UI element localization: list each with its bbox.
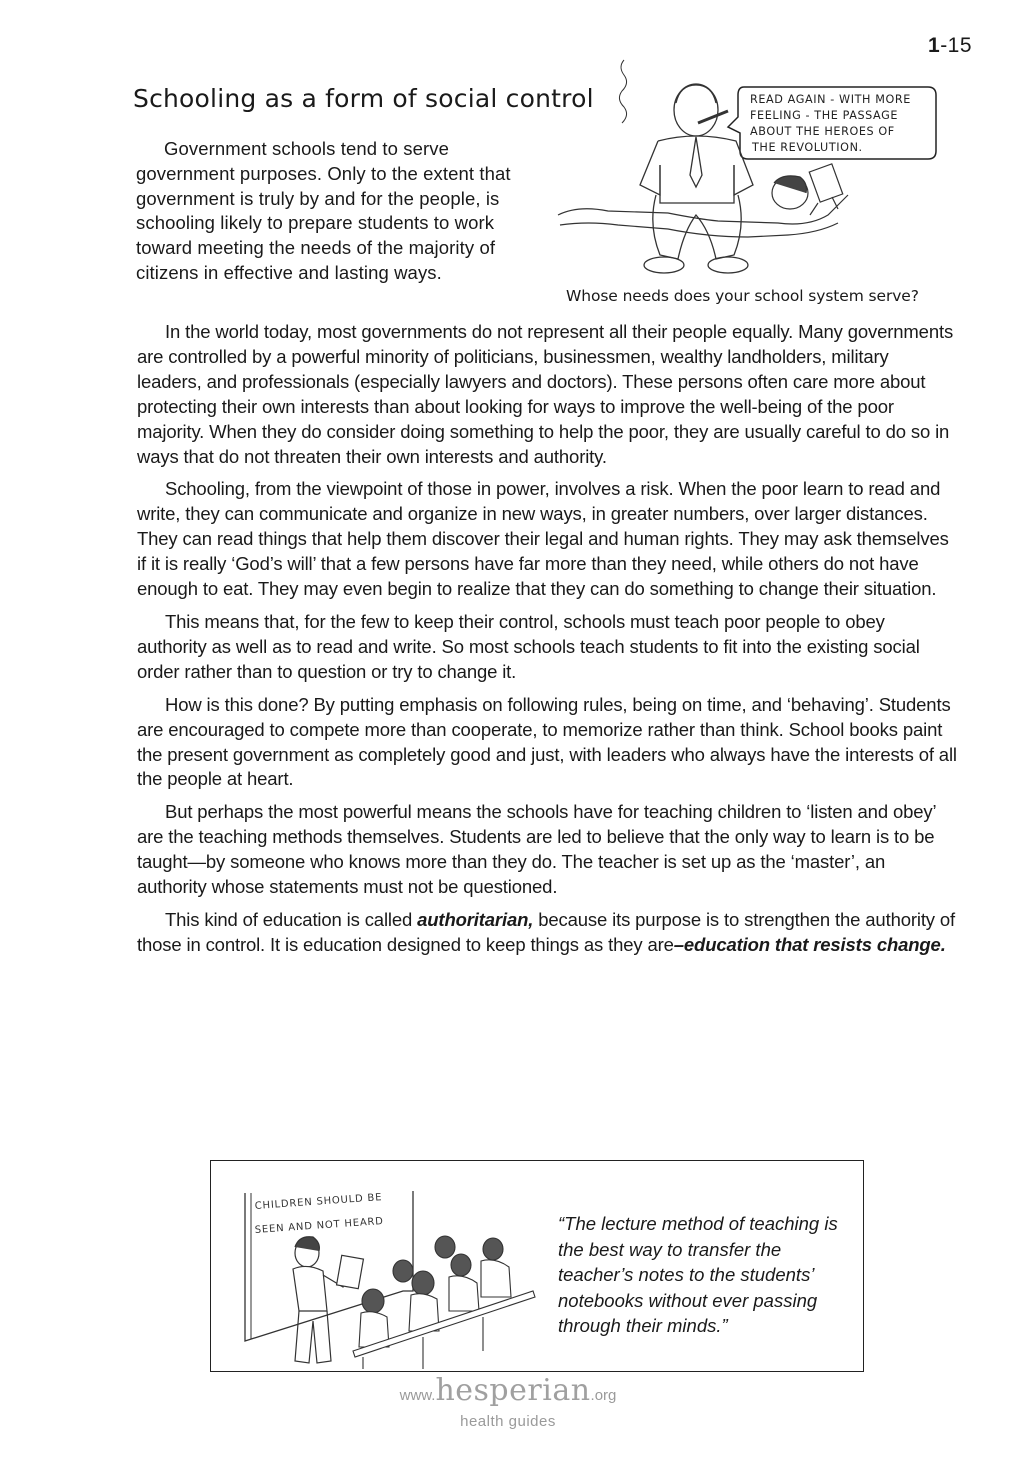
paragraph: How is this done? By putting emphasis on following rules, being on time, and ‘behaving’. Students are encouraged to compete more than cooperate, to memorize rather than think. School books paint the present government as completely good and just, with leaders who always have the interests of all the people at heart. xyxy=(137,693,957,790)
blackboard-line: CHILDREN SHOULD BE xyxy=(254,1192,383,1212)
paragraph: This means that, for the few to keep their control, schools must teach poor people to obey authority as well as to read and write. So most schools teach students to fit into the existing social order rather than to question or try to change it. xyxy=(137,610,920,682)
paragraph: Schooling, from the viewpoint of those in power, involves a risk. When the poor learn to read and write, they can communicate and organize in new ways, in greater numbers, over larger distances. They can read things that help them discover their legal and human rights. They may ask themselves if it is really ‘God’s will’ that a few persons have far more than they need, while others do not have enough to eat. They may even begin to realize that they can do something to change their situation. xyxy=(137,478,949,600)
sitting-official xyxy=(640,84,753,273)
section-title: Schooling as a form of social control xyxy=(133,84,594,113)
intro-paragraph: Government schools tend to serve government purposes. Only to the extent that government is truly by and for the people, is schooling likely to prepare students to work toward meeting the needs of the majority of citizens in effective and lasting ways. xyxy=(136,138,511,283)
page-suffix: -15 xyxy=(940,34,973,57)
text-run: because its purpose is to strengthen the authority of those in control. It is education designed to keep things as they are xyxy=(137,908,956,955)
speech-line: FEELING - THE PASSAGE xyxy=(750,109,899,122)
chapter-number: 1 xyxy=(928,34,941,57)
illustration-official-sitting-on-student xyxy=(548,55,948,285)
lying-person xyxy=(558,164,848,237)
footer-brand: hesperian xyxy=(435,1373,591,1408)
speech-line: ABOUT THE HEROES OF xyxy=(750,125,895,138)
teacher xyxy=(293,1237,363,1363)
emphasis-term: authoritarian, xyxy=(417,908,534,930)
speech-line: THE REVOLUTION. xyxy=(752,141,863,154)
emphasis-phrase: –education that resists change. xyxy=(673,933,946,955)
figure-caption: Whose needs does your school system serve? xyxy=(566,287,919,305)
speech-line: READ AGAIN - WITH MORE xyxy=(750,93,911,106)
blackboard xyxy=(245,1191,413,1341)
footer-prefix: www. xyxy=(399,1387,436,1404)
students xyxy=(353,1236,535,1369)
paragraph: In the world today, most governments do not represent all their people equally. Many governments are controlled by a powerful minority of politicians, businessmen, wealthy landholders, military leaders, and professionals (especially lawyers and doctors). These persons often care more about protecting their own interests than about looking for ways to improve the well-being of the poor majority. When they do consider doing something to help the poor, they are usually careful to do so in ways that do not threaten their own interests and authority. xyxy=(137,321,954,467)
blackboard-text xyxy=(254,1192,384,1236)
text-run: This kind of education is called xyxy=(165,908,418,930)
body-text xyxy=(137,320,957,966)
footer-tagline: health guides xyxy=(460,1413,556,1430)
quote-box xyxy=(210,1160,864,1372)
footer-watermark xyxy=(372,1374,644,1431)
lecture-quote: “The lecture method of teaching is the best way to transfer the teacher’s notes to the students’ notebooks without ever passing through their minds.” xyxy=(558,1213,838,1336)
paragraph-authoritarian xyxy=(137,908,957,958)
blackboard-line: SEEN AND NOT HEARD xyxy=(254,1216,385,1236)
illustration-classroom-lecture xyxy=(223,1171,543,1369)
footer-suffix: .org xyxy=(590,1387,617,1404)
smoke-line xyxy=(619,60,626,123)
paragraph: But perhaps the most powerful means the schools have for teaching children to ‘listen and obey’ are the teaching methods themselves. Students are led to believe that the only way to learn is to be taught—by someone who knows more than they do. The teacher is set up as the ‘master’, an authority whose statements must not be questioned. xyxy=(137,801,936,898)
